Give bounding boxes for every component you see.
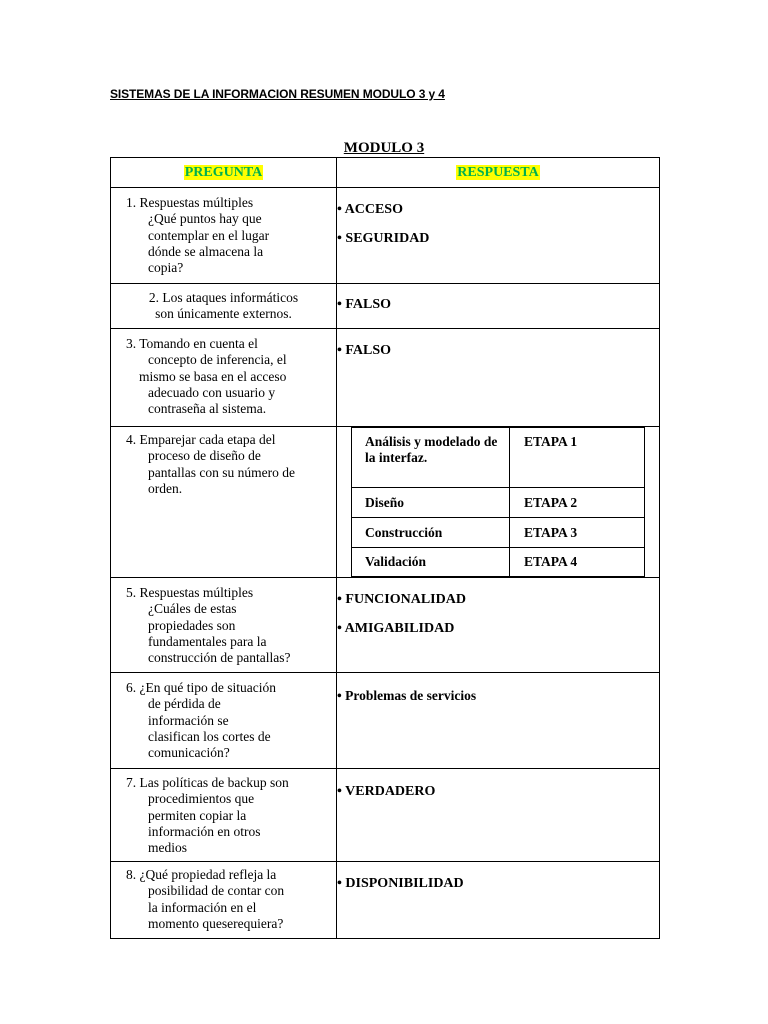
matching-row <box>352 428 645 488</box>
answer-cell <box>337 578 660 673</box>
matching-item: Construcción <box>352 518 510 548</box>
matching-table <box>351 427 645 577</box>
table-row <box>111 427 660 578</box>
answer-cell <box>337 769 660 862</box>
table-row <box>111 769 660 862</box>
matching-item: Validación <box>352 548 510 577</box>
answer-cell <box>337 862 660 939</box>
answer-text: • AMIGABILIDAD <box>337 621 455 636</box>
answer-cell <box>337 427 660 578</box>
answer-text: • ACCESO <box>337 202 403 217</box>
qa-table <box>110 157 660 939</box>
table-row <box>111 329 660 427</box>
table-row <box>111 188 660 284</box>
question-cell: 4. Emparejar cada etapa del proceso de diseño de pantallas con su número de orden. <box>111 427 337 578</box>
matching-row <box>352 488 645 518</box>
header-question: PREGUNTA <box>111 158 337 188</box>
answer-cell <box>337 329 660 427</box>
answer-cell <box>337 284 660 329</box>
answer-cell <box>337 673 660 769</box>
page-heading: SISTEMAS DE LA INFORMACION RESUMEN MODULO 3 y 4 <box>110 87 445 101</box>
question-cell: 8. ¿Qué propiedad refleja la posibilidad de contar con la información en el momento queserequiera? <box>111 862 337 939</box>
matching-item: Análisis y modelado de la interfaz. <box>352 428 510 488</box>
question-cell: 5. Respuestas múltiples ¿Cuáles de estas propiedades son fundamentales para la construcción de pantallas? <box>111 578 337 673</box>
question-cell: 6. ¿En qué tipo de situación de pérdida de información se clasifican los cortes de comunicación? <box>111 673 337 769</box>
matching-stage: ETAPA 3 <box>510 518 645 548</box>
table-header-row <box>111 158 660 188</box>
matching-row <box>352 548 645 577</box>
answer-text: • FALSO <box>337 297 392 312</box>
section-title: MODULO 3 <box>343 140 425 156</box>
question-cell: 7. Las políticas de backup son procedimientos que permiten copiar la información en otros medios <box>111 769 337 862</box>
answer-text: • DISPONIBILIDAD <box>337 876 464 891</box>
answer-text: • Problemas de servicios <box>337 688 477 703</box>
question-cell: 3. Tomando en cuenta el concepto de inferencia, el mismo se basa en el acceso adecuado con usuario y contraseña al sistema. <box>111 329 337 427</box>
matching-stage: ETAPA 1 <box>510 428 645 488</box>
question-cell: 1. Respuestas múltiples ¿Qué puntos hay que contemplar en el lugar dónde se almacena la copia? <box>111 188 337 284</box>
table-row <box>111 578 660 673</box>
table-row <box>111 284 660 329</box>
matching-stage: ETAPA 2 <box>510 488 645 518</box>
answer-text: • FUNCIONALIDAD <box>337 592 466 607</box>
answer-cell <box>337 188 660 284</box>
matching-row <box>352 518 645 548</box>
header-answer: RESPUESTA <box>337 158 660 188</box>
answer-text: • SEGURIDAD <box>337 231 430 246</box>
answer-text: • VERDADERO <box>337 784 436 799</box>
question-cell: 2. Los ataques informáticos son únicamente externos. <box>111 284 337 329</box>
answer-text: • FALSO <box>337 343 392 358</box>
table-row <box>111 862 660 939</box>
matching-item: Diseño <box>352 488 510 518</box>
matching-stage: ETAPA 4 <box>510 548 645 577</box>
table-row <box>111 673 660 769</box>
